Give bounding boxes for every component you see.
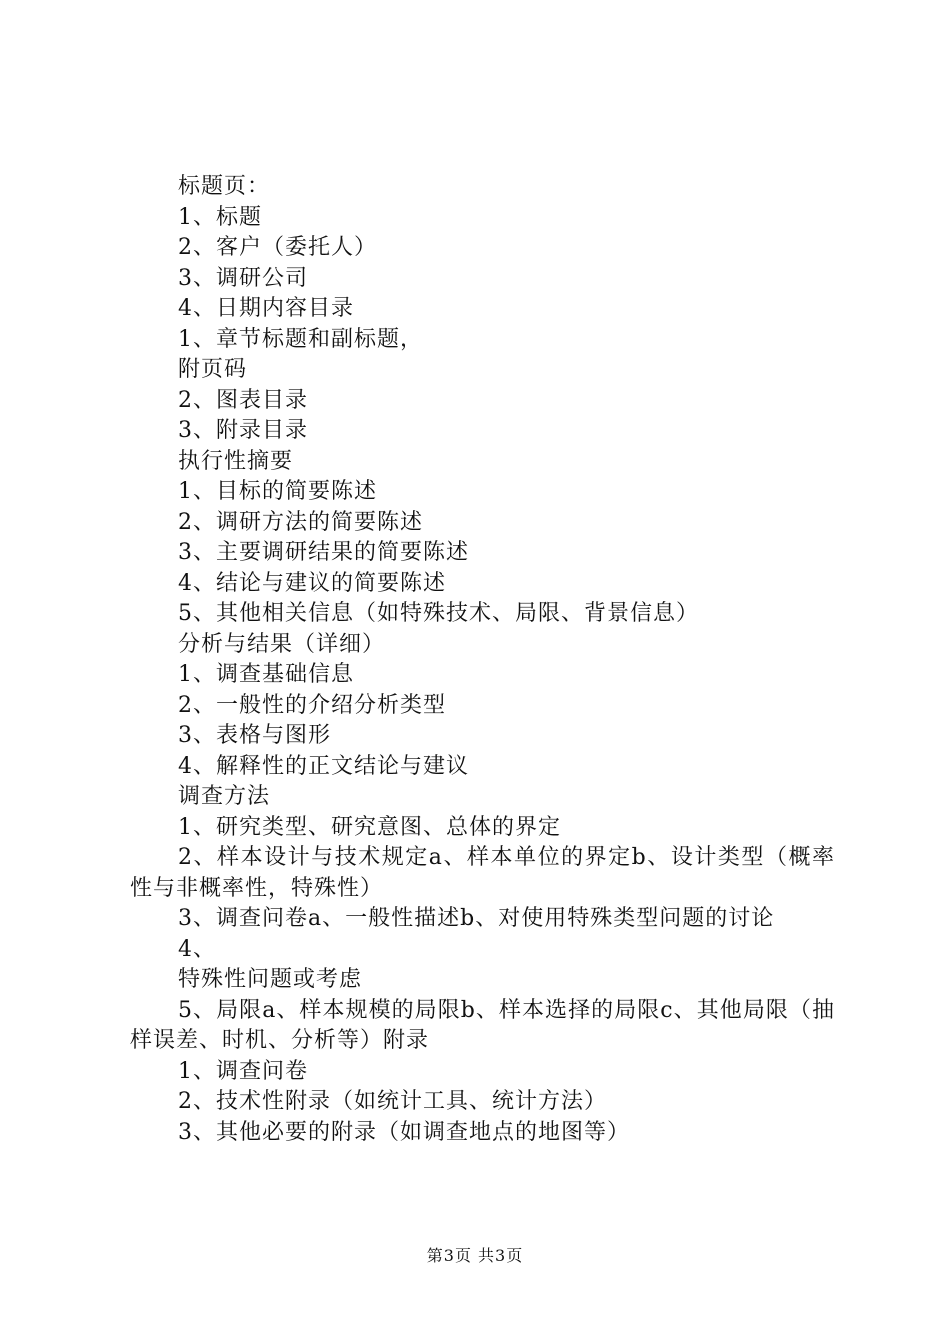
paragraph: 4、 — [178, 936, 216, 962]
list-item: 3、主要调研结果的简要陈述 — [178, 540, 469, 565]
list-item: 3、表格与图形 — [178, 723, 331, 748]
document-body — [130, 172, 835, 1148]
list-item: 4、结论与建议的简要陈述 — [178, 570, 446, 596]
list-item: 3、附录目录 — [178, 418, 308, 443]
paragraph: 5、局限a、样本规模的局限b、样本选择的局限c、其他局限（抽样误差、时机、分析等）附录 — [130, 997, 835, 1053]
heading-analysis-results: 分析与结果（详细） — [178, 631, 386, 657]
list-item: 4、日期内容目录 — [178, 296, 354, 321]
heading-survey-method: 调查方法 — [178, 784, 271, 809]
page-number-footer: 第3页 共3页 — [426, 1246, 524, 1265]
list-item: 1、研究类型、研究意图、总体的界定 — [178, 814, 561, 840]
text-line: 附页码 — [178, 357, 248, 382]
list-item: 4、解释性的正文结论与建议 — [178, 753, 469, 779]
list-item: 5、其他相关信息（如特殊技术、局限、背景信息） — [178, 601, 699, 626]
list-item: 3、其他必要的附录（如调查地点的地图等） — [178, 1119, 630, 1145]
list-item: 1、标题 — [178, 204, 262, 230]
list-item: 2、客户（委托人） — [178, 235, 377, 260]
list-item: 1、目标的简要陈述 — [178, 479, 377, 504]
list-item: 1、调查问卷 — [178, 1058, 308, 1084]
heading-title-page: 标题页： — [178, 174, 271, 199]
list-item: 2、调研方法的简要陈述 — [178, 509, 423, 535]
text-line: 特殊性问题或考虑 — [178, 967, 363, 992]
paragraph: 3、调查问卷a、一般性描述b、对使用特殊类型问题的讨论 — [178, 906, 775, 931]
heading-executive-summary: 执行性摘要 — [178, 448, 294, 474]
list-item: 1、章节标题和副标题， — [178, 326, 423, 352]
list-item: 2、技术性附录（如统计工具、统计方法） — [178, 1089, 607, 1114]
paragraph: 2、样本设计与技术规定a、样本单位的界定b、设计类型（概率性与非概率性，特殊性） — [130, 845, 835, 901]
list-item: 1、调查基础信息 — [178, 662, 354, 687]
list-item: 2、一般性的介绍分析类型 — [178, 692, 446, 718]
list-item: 2、图表目录 — [178, 387, 308, 413]
list-item: 3、调研公司 — [178, 265, 308, 291]
